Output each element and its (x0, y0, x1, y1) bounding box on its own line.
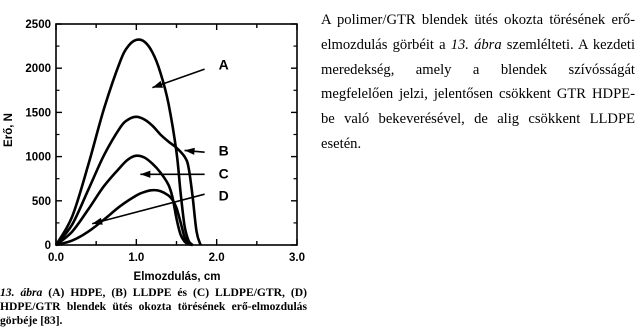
paragraph-part-2: szemlélteti. A kezdeti meredekség, amely a blendek szívósságát megfelelően jelzi, jelentősen csökkent GTR HDPE-be való bekeverésével, de alig csökkent LLDPE esetén. (321, 36, 635, 152)
y-tick-label: 0 (44, 240, 51, 252)
y-axis-title: Erő, N (3, 113, 15, 147)
force-displacement-chart (0, 0, 312, 286)
annotation-arrowhead-c (140, 171, 150, 178)
x-tick-label: 1.0 (128, 252, 145, 264)
y-tick-label: 1000 (25, 151, 51, 164)
y-tick-label: 500 (31, 195, 51, 208)
y-tick-label: 1500 (25, 107, 51, 120)
y-tick-label: 2000 (25, 63, 51, 76)
x-tick-label: 3.0 (289, 252, 305, 264)
series-label-a: A (218, 56, 229, 73)
figure (0, 0, 312, 336)
body-paragraph (321, 8, 635, 157)
series-label-b: B (218, 142, 229, 159)
annotation-arrowhead-a (152, 81, 163, 88)
x-tick-label: 2.0 (208, 252, 225, 264)
x-axis-title: Elmozdulás, cm (133, 271, 221, 283)
series-label-d: D (218, 187, 229, 204)
y-tick-label: 2500 (25, 19, 51, 31)
caption-figure-number: 13. ábra (0, 286, 43, 299)
figure-caption (0, 286, 307, 329)
paragraph-part-1: A polimer/GTR blendek ütés okozta törésének erő-elmozdulás görbéit a (321, 12, 635, 53)
series-label-c: C (218, 165, 229, 182)
annotation-arrowhead-d (92, 218, 103, 225)
x-tick-label: 0.0 (48, 252, 64, 264)
figure-reference: 13. ábra (450, 36, 502, 53)
caption-text: (A) HDPE, (B) LLDPE és (C) LLDPE/GTR, (D) HDPE/GTR blendek ütés okozta törésének erő-elmozdulás görbéje [83]. (0, 286, 307, 328)
annotation-arrow-d (92, 194, 204, 224)
